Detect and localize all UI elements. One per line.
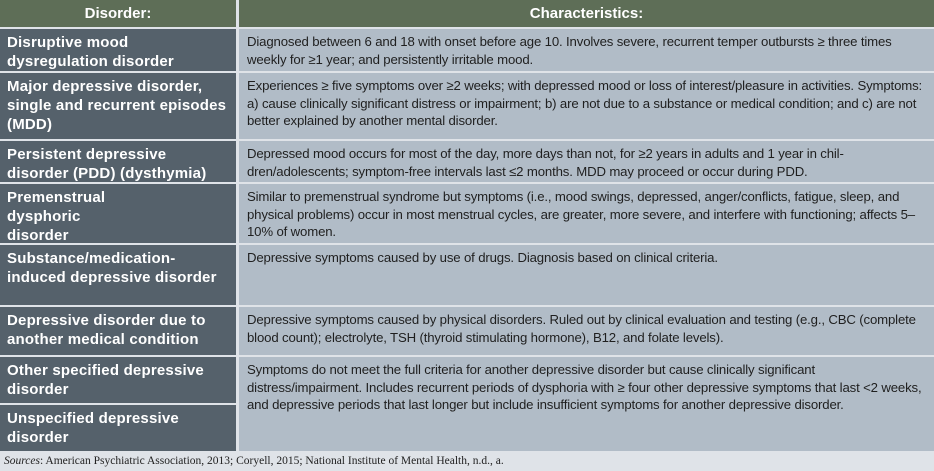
disorder-name: Premenstrual dysphoric disorder	[0, 184, 150, 243]
sources-label: Sources	[4, 455, 40, 467]
disorder-characteristics: Experiences ≥ five symptoms over ≥2 weeks; with depressed mood or loss of interest/pleasure in activities. Symptoms: a) cause clinically significant distress or impairment; b) are not due to a substance or medical condition; and c) are not better explained by another mental disorder.	[239, 73, 934, 139]
sources-text: : American Psychiatric Association, 2013; Coryell, 2015; National Institute of Mental Health, n.d., a.	[39, 455, 504, 467]
header-characteristics: Characteristics:	[239, 0, 934, 27]
header-disorder: Disorder:	[0, 0, 236, 27]
cell-fill	[150, 184, 236, 243]
disorder-name: Major depressive disorder, single and recurrent episodes (MDD)	[0, 73, 236, 139]
disorder-characteristics: Depressive symptoms caused by physical disorders. Ruled out by clinical evaluation and testing (e.g., CBC (complete blood count); electrolyte, TSH (thyroid stimulating hormone), B12, and folate levels).	[239, 307, 934, 355]
disorder-name: Substance/medication-induced depressive disorder	[0, 245, 236, 305]
disorder-characteristics: Depressive symptoms caused by use of drugs. Diagnosis based on clinical criteria.	[239, 245, 934, 305]
disorder-characteristics: Depressed mood occurs for most of the day, more days than not, for ≥2 years in adults and 1 year in chil-dren/adolescents; symptom-free intervals last ≤2 months. MDD may proceed or occur during PDD.	[239, 141, 934, 182]
disorder-name: Persistent depressive disorder (PDD) (dysthymia)	[0, 141, 236, 182]
disorder-name: Other specified depressive disorder	[0, 357, 236, 403]
disorder-characteristics: Similar to premenstrual syndrome but symptoms (i.e., mood swings, depressed, anger/conflicts, fatigue, sleep, and physical problems) occur in most menstrual cycles, are greater, more severe, and interfere with functioning; affects 5–10% of women.	[239, 184, 934, 243]
disorder-name: Depressive disorder due to another medical condition	[0, 307, 236, 355]
disorder-name: Unspecified depressive disorder	[0, 405, 236, 451]
disorder-characteristics: Symptoms do not meet the full criteria for another depressive disorder but cause clinically significant distress/impairment. Includes recurrent periods of dysphoria with ≥ four other depressive symptoms that last <2 weeks, and depressive periods that last longer but include insufficient symptoms for another depressive disorder.	[239, 357, 934, 451]
disorder-characteristics: Diagnosed between 6 and 18 with onset before age 10. Involves severe, recurrent temper outbursts ≥ three times weekly for ≥1 year; and persistently irritable mood.	[239, 29, 934, 71]
disorder-name: Disruptive mood dysregulation disorder	[0, 29, 236, 71]
sources-footnote	[4, 455, 504, 467]
